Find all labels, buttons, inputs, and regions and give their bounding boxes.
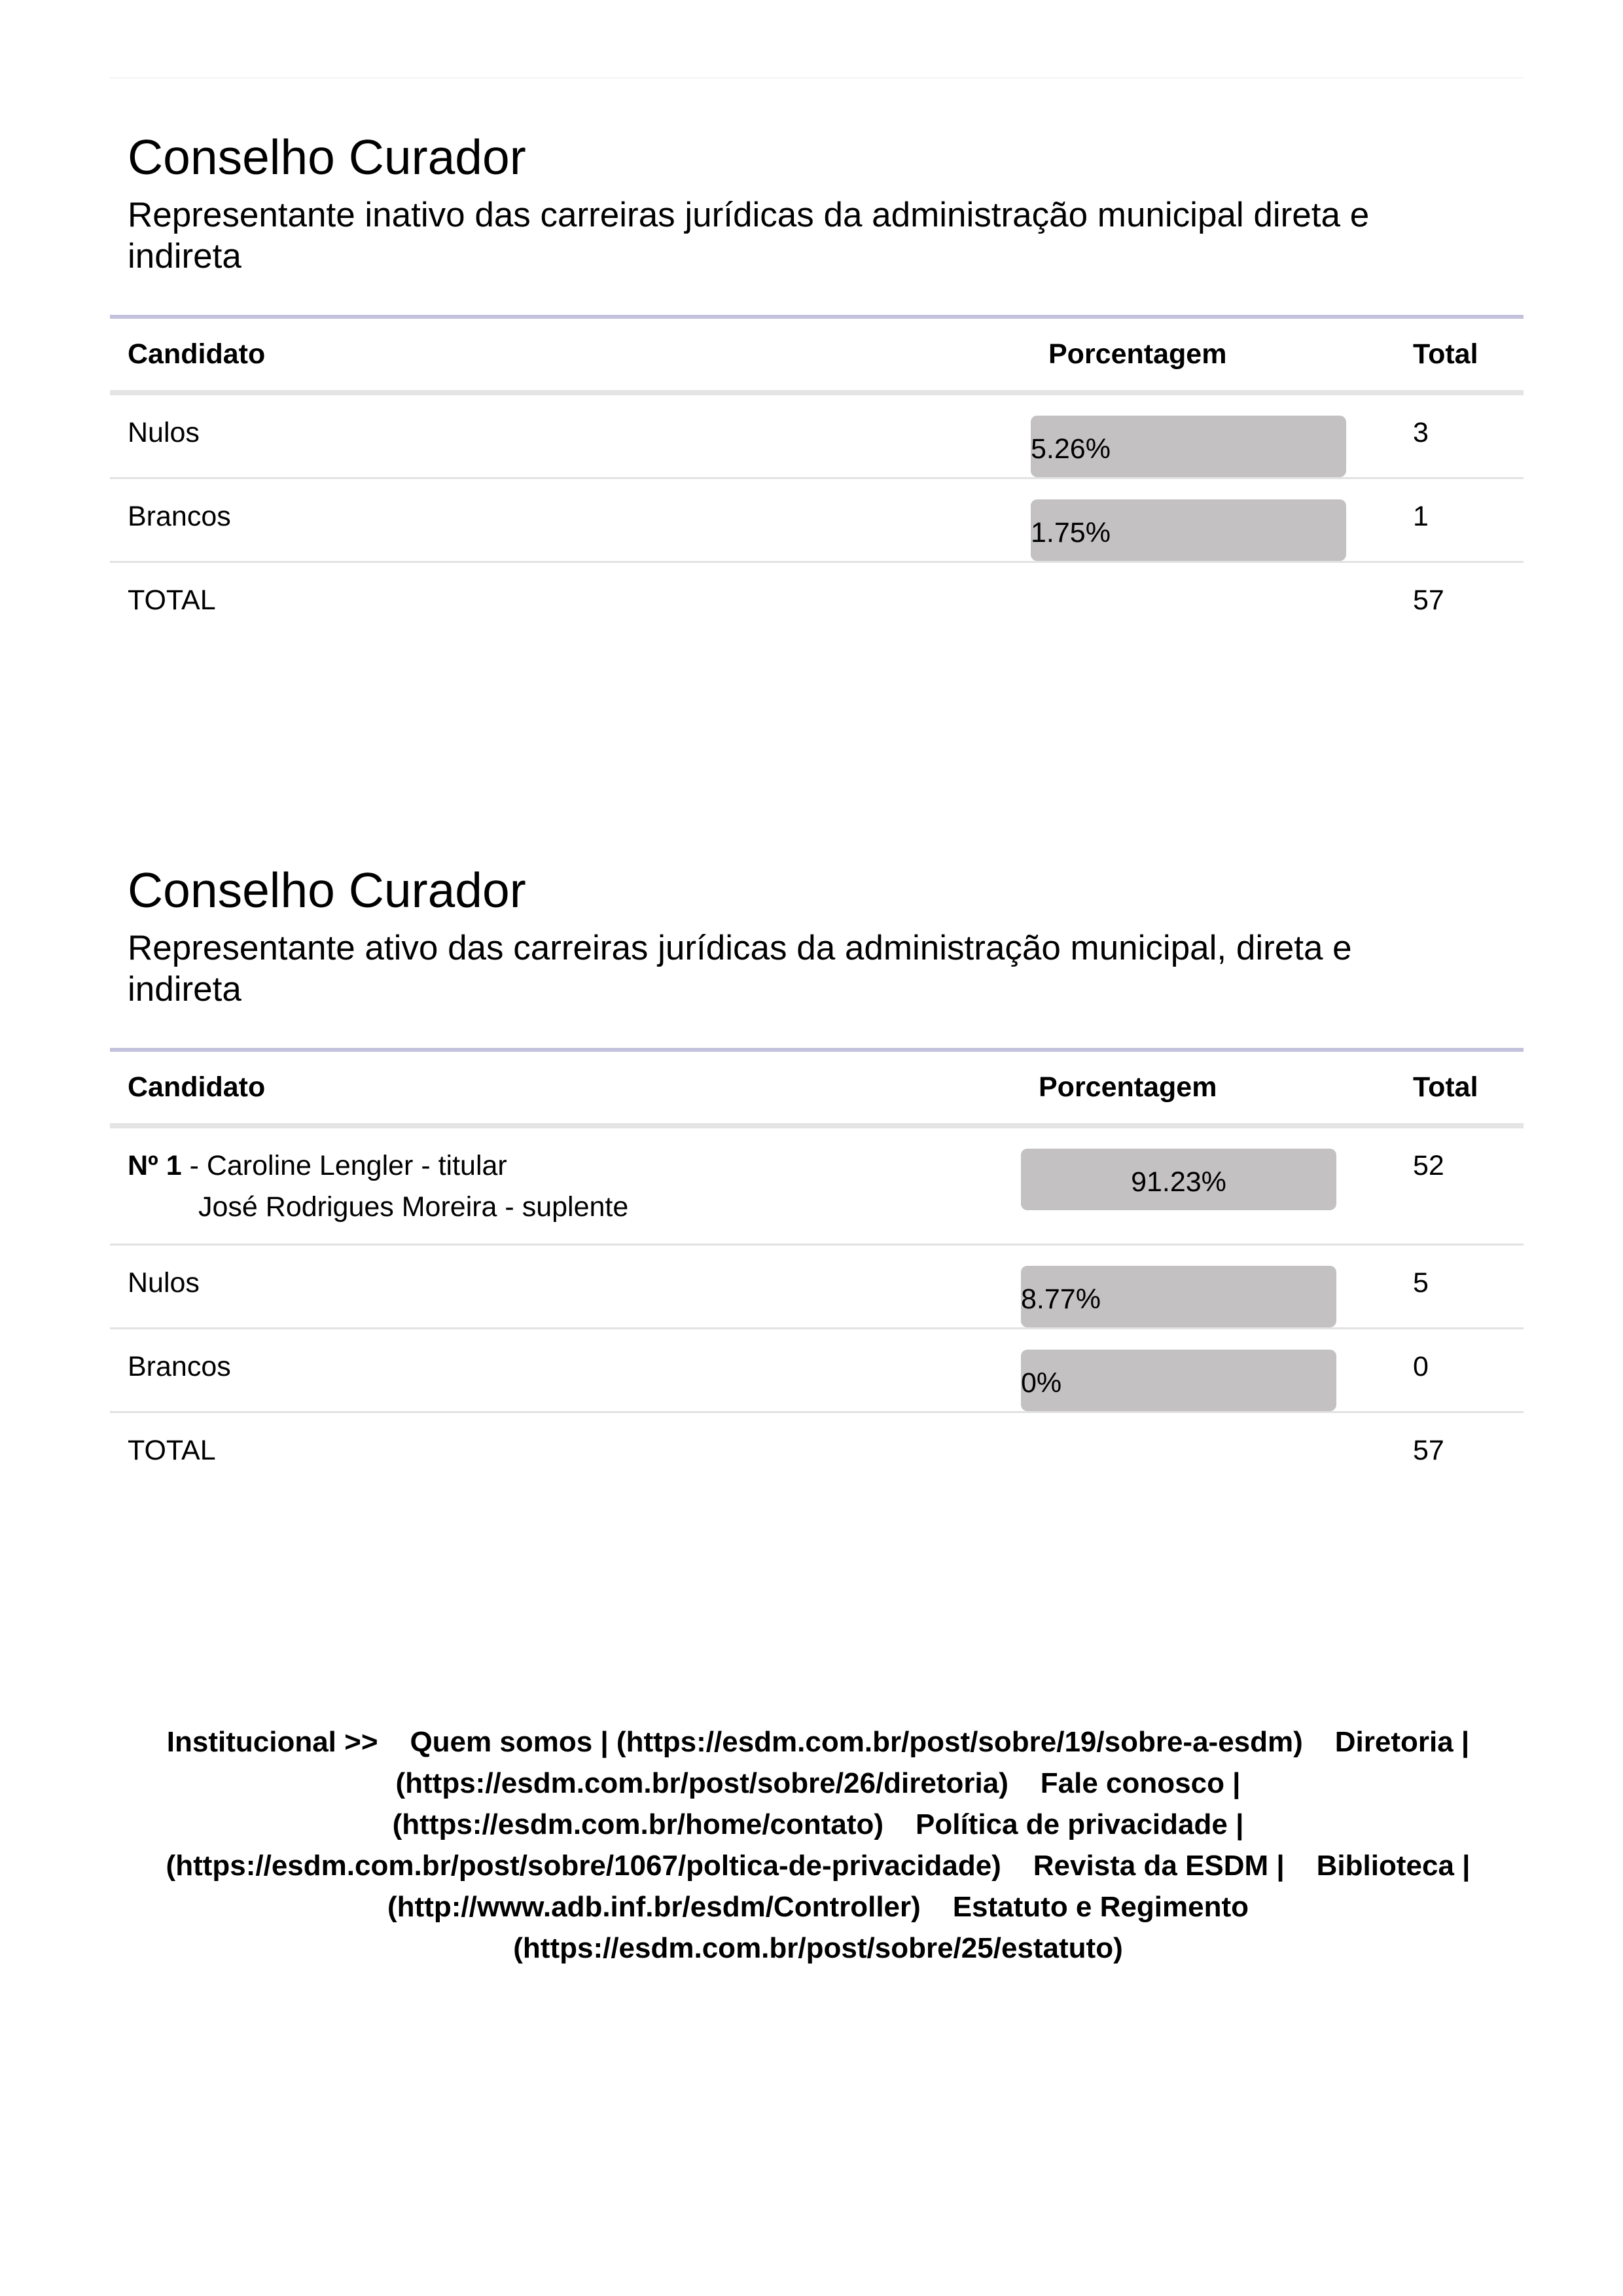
table-row: [110, 1328, 1524, 1412]
table-total-row: [110, 562, 1524, 641]
total-label: TOTAL: [128, 584, 216, 616]
percentage-value: 91.23%: [1131, 1166, 1226, 1198]
header-total: Total: [1395, 1050, 1524, 1126]
table-row: [110, 478, 1524, 562]
candidate-row: [110, 1126, 1524, 1244]
footer-link-estatuto[interactable]: Estatuto e Regimento (https://esdm.com.br/post/sobre/25/estatuto): [513, 1891, 1249, 1964]
table-total-row: [110, 1412, 1524, 1491]
section-subtitle: Representante inativo das carreiras jurídicas da administração municipal direta e indireta: [128, 196, 1370, 276]
footer-link-quem-somos[interactable]: Quem somos | (https://esdm.com.br/post/sobre/19/sobre-a-esdm): [410, 1726, 1303, 1758]
percentage-bar: [1021, 1266, 1336, 1327]
footer-link-privacidade[interactable]: Política de privacidade | (https://esdm.com.br/post/sobre/1067/poltica-de-privacidade): [166, 1808, 1244, 1882]
row-label: Brancos: [110, 1328, 1021, 1412]
footer-link-fale-conosco[interactable]: Fale conosco | (https://esdm.com.br/home/contato): [392, 1767, 1241, 1840]
header-total: Total: [1395, 317, 1524, 393]
election-section-inativo: [110, 128, 1524, 641]
percentage-value: 5.26%: [1031, 433, 1111, 465]
row-total: 0: [1395, 1328, 1524, 1412]
table-header-row: [110, 1050, 1524, 1126]
percentage-value: 1.75%: [1031, 517, 1111, 548]
row-total: 3: [1395, 393, 1524, 478]
total-value: 57: [1413, 1434, 1444, 1466]
total-label: TOTAL: [128, 1434, 216, 1466]
percentage-value: 8.77%: [1021, 1283, 1101, 1315]
row-total: 5: [1395, 1244, 1524, 1328]
footer-institucional: Institucional >>: [166, 1726, 378, 1758]
percentage-bar: [1031, 499, 1346, 561]
header-percentage: Porcentagem: [1031, 317, 1395, 393]
header-candidate: Candidato: [110, 317, 1031, 393]
candidate-titular: - Caroline Lengler - titular: [181, 1150, 507, 1181]
footer-link-biblioteca[interactable]: Biblioteca | (http://www.adb.inf.br/esdm/Controller): [387, 1850, 1471, 1923]
row-total: 52: [1395, 1126, 1524, 1244]
header-candidate: Candidato: [110, 1050, 1021, 1126]
table-header-row: [110, 317, 1524, 393]
table-row: [110, 1244, 1524, 1328]
section-title: Conselho Curador: [128, 130, 526, 185]
footer-link-revista[interactable]: Revista da ESDM |: [1033, 1850, 1285, 1882]
row-label: Nulos: [110, 1244, 1021, 1328]
percentage-bar: [1031, 416, 1346, 477]
section-subtitle: Representante ativo das carreiras jurídicas da administração municipal, direta e indireta: [128, 929, 1352, 1009]
footer-links: [137, 1721, 1499, 1969]
election-section-ativo: [110, 861, 1524, 1491]
percentage-bar: [1021, 1149, 1336, 1210]
top-divider: [110, 77, 1524, 79]
percentage-value: 0%: [1021, 1367, 1062, 1399]
footer-link-diretoria[interactable]: Diretoria | (https://esdm.com.br/post/sobre/26/diretoria): [395, 1726, 1470, 1799]
candidate-suplente: José Rodrigues Moreira - suplente: [198, 1191, 629, 1223]
row-label: Brancos: [110, 478, 1031, 562]
candidate-number: Nº 1: [128, 1150, 182, 1181]
candidate-cell: [110, 1126, 1021, 1244]
percentage-bar: [1021, 1350, 1336, 1411]
total-value: 57: [1413, 584, 1444, 616]
results-table: [110, 315, 1524, 641]
table-row: [110, 393, 1524, 478]
section-title: Conselho Curador: [128, 863, 526, 918]
results-table: [110, 1048, 1524, 1491]
row-total: 1: [1395, 478, 1524, 562]
row-label: Nulos: [110, 393, 1031, 478]
header-percentage: Porcentagem: [1021, 1050, 1395, 1126]
